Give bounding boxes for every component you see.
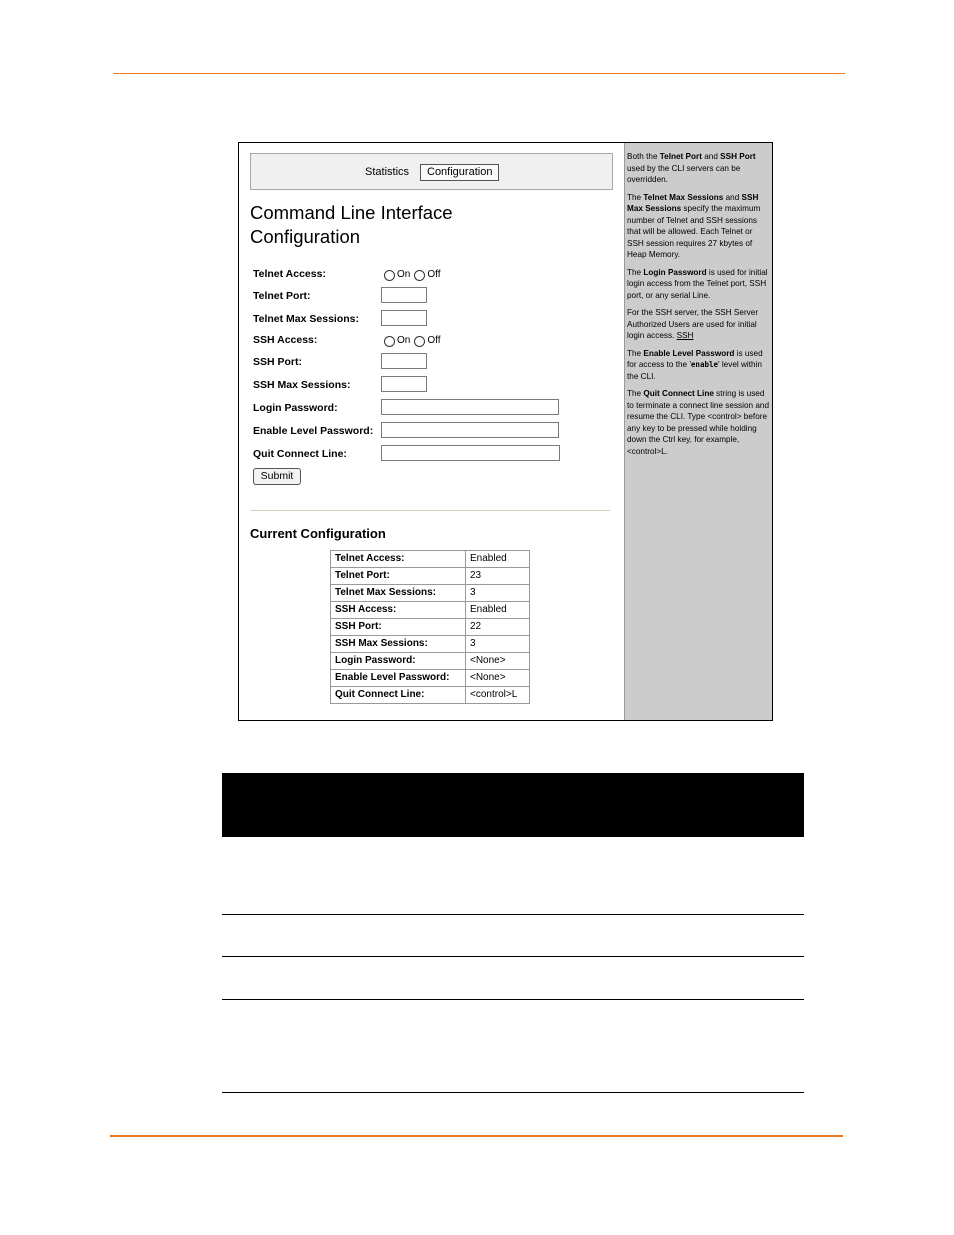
help-paragraph [627, 348, 770, 383]
table-row-rule [222, 999, 804, 1000]
config-value: 23 [466, 568, 530, 585]
help-text: For the SSH server, the SSH Server Authorized Users are used for initial login access. [627, 308, 759, 340]
ssh-off-label: Off [427, 335, 441, 346]
table-row [331, 653, 530, 670]
help-paragraph [627, 192, 770, 261]
ssh-max-sessions-label: SSH Max Sessions: [253, 379, 351, 391]
login-password-label: Login Password: [253, 402, 338, 414]
help-term: Quit Connect Line [643, 389, 714, 398]
help-text: The [627, 192, 644, 202]
table-row [331, 602, 530, 619]
screenshot-frame [238, 142, 773, 721]
help-text: and [723, 192, 742, 202]
ssh-off-radio[interactable] [414, 336, 425, 347]
config-value: Enabled [466, 551, 530, 568]
tab-statistics[interactable]: Statistics [365, 166, 410, 178]
quit-connect-line-input[interactable] [381, 445, 560, 461]
section-divider [250, 510, 610, 511]
ssh-on-radio[interactable] [384, 336, 395, 347]
telnet-on-radio[interactable] [384, 270, 395, 281]
help-term: Telnet Max Sessions [643, 192, 724, 202]
ssh-port-label: SSH Port: [253, 356, 303, 368]
current-config-title: Current Configuration [250, 526, 386, 541]
help-term: SSH Max Sessions [627, 192, 759, 213]
help-panel [624, 143, 772, 720]
table-row [331, 585, 530, 602]
header-rule [113, 73, 845, 74]
help-text: Both the [627, 152, 660, 161]
table-row [331, 687, 530, 704]
footer-rule [110, 1135, 843, 1137]
help-code: enable [690, 360, 719, 369]
table-header-bar [222, 773, 804, 837]
help-paragraph [627, 267, 770, 302]
help-term: Login Password [643, 267, 707, 277]
table-row [331, 636, 530, 653]
telnet-off-radio[interactable] [414, 270, 425, 281]
ssh-help-link[interactable]: SSH [676, 331, 694, 340]
tab-configuration[interactable]: Configuration [420, 164, 499, 181]
table-row-rule [222, 914, 804, 915]
help-paragraph [627, 307, 770, 342]
config-key: Quit Connect Line: [331, 687, 466, 704]
config-value: Enabled [466, 602, 530, 619]
table-row [331, 619, 530, 636]
help-text: The [627, 267, 644, 277]
help-text: specify the maximum number of Telnet and SSH sessions that will be allowed. Each Telnet or SSH session requires 27 kbytes of Heap Memory. [627, 204, 761, 259]
config-key: SSH Max Sessions: [331, 636, 466, 653]
config-key: SSH Port: [331, 619, 466, 636]
telnet-port-label: Telnet Port: [253, 290, 311, 302]
help-text: string is used to terminate a connect line session and resume the CLI. Type <control> before any key to be pressed while holding down the Ctrl key, for example, <control>L. [627, 389, 770, 456]
enable-password-input[interactable] [381, 422, 559, 438]
telnet-off-label: Off [427, 269, 441, 280]
config-value: <None> [466, 670, 530, 687]
page-title-line2: Configuration [250, 226, 361, 247]
table-row [331, 670, 530, 687]
help-paragraph [627, 151, 770, 186]
config-value: 22 [466, 619, 530, 636]
help-text: and [701, 152, 721, 161]
ssh-access-radios [384, 335, 445, 347]
page-title-line1: Command Line Interface [250, 202, 453, 223]
ssh-port-input[interactable] [381, 353, 427, 369]
ssh-on-label: On [397, 335, 411, 346]
table-row-rule [222, 1092, 804, 1093]
ssh-max-sessions-input[interactable] [381, 376, 427, 392]
submit-button[interactable]: Submit [253, 468, 301, 485]
telnet-port-input[interactable] [381, 287, 427, 303]
help-term: Enable Level Password [643, 348, 735, 358]
quit-connect-line-label: Quit Connect Line: [253, 448, 347, 460]
help-term: SSH Port [720, 152, 756, 161]
config-key: Login Password: [331, 653, 466, 670]
help-text: is used for access to the ' [627, 348, 763, 369]
table-row [331, 551, 530, 568]
config-key: Telnet Access: [331, 551, 466, 568]
page-title [250, 201, 550, 249]
config-main-panel [239, 143, 624, 720]
telnet-max-sessions-input[interactable] [381, 310, 427, 326]
table-row-rule [222, 956, 804, 957]
config-value: <control>L [466, 687, 530, 704]
table-row [331, 568, 530, 585]
config-key: Telnet Port: [331, 568, 466, 585]
help-text: is used for initial login access from the Telnet port, SSH port, or any serial Line. [627, 267, 768, 300]
help-term: Telnet Port [659, 152, 702, 161]
enable-password-label: Enable Level Password: [253, 425, 374, 437]
telnet-access-radios [384, 269, 445, 281]
current-config-table [330, 550, 530, 704]
help-text: ' level within the CLI. [627, 360, 762, 381]
config-key: Enable Level Password: [331, 670, 466, 687]
help-paragraph [627, 388, 770, 457]
help-text: The [627, 348, 644, 358]
telnet-access-label: Telnet Access: [253, 268, 326, 280]
config-key: Telnet Max Sessions: [331, 585, 466, 602]
login-password-input[interactable] [381, 399, 559, 415]
config-value: 3 [466, 585, 530, 602]
help-text: The [627, 389, 644, 398]
help-text: used by the CLI servers can be overridden. [627, 163, 741, 184]
ssh-access-label: SSH Access: [253, 334, 318, 346]
tab-bar [250, 153, 613, 190]
config-value: 3 [466, 636, 530, 653]
config-key: SSH Access: [331, 602, 466, 619]
telnet-max-sessions-label: Telnet Max Sessions: [253, 313, 360, 325]
config-value: <None> [466, 653, 530, 670]
telnet-on-label: On [397, 269, 411, 280]
